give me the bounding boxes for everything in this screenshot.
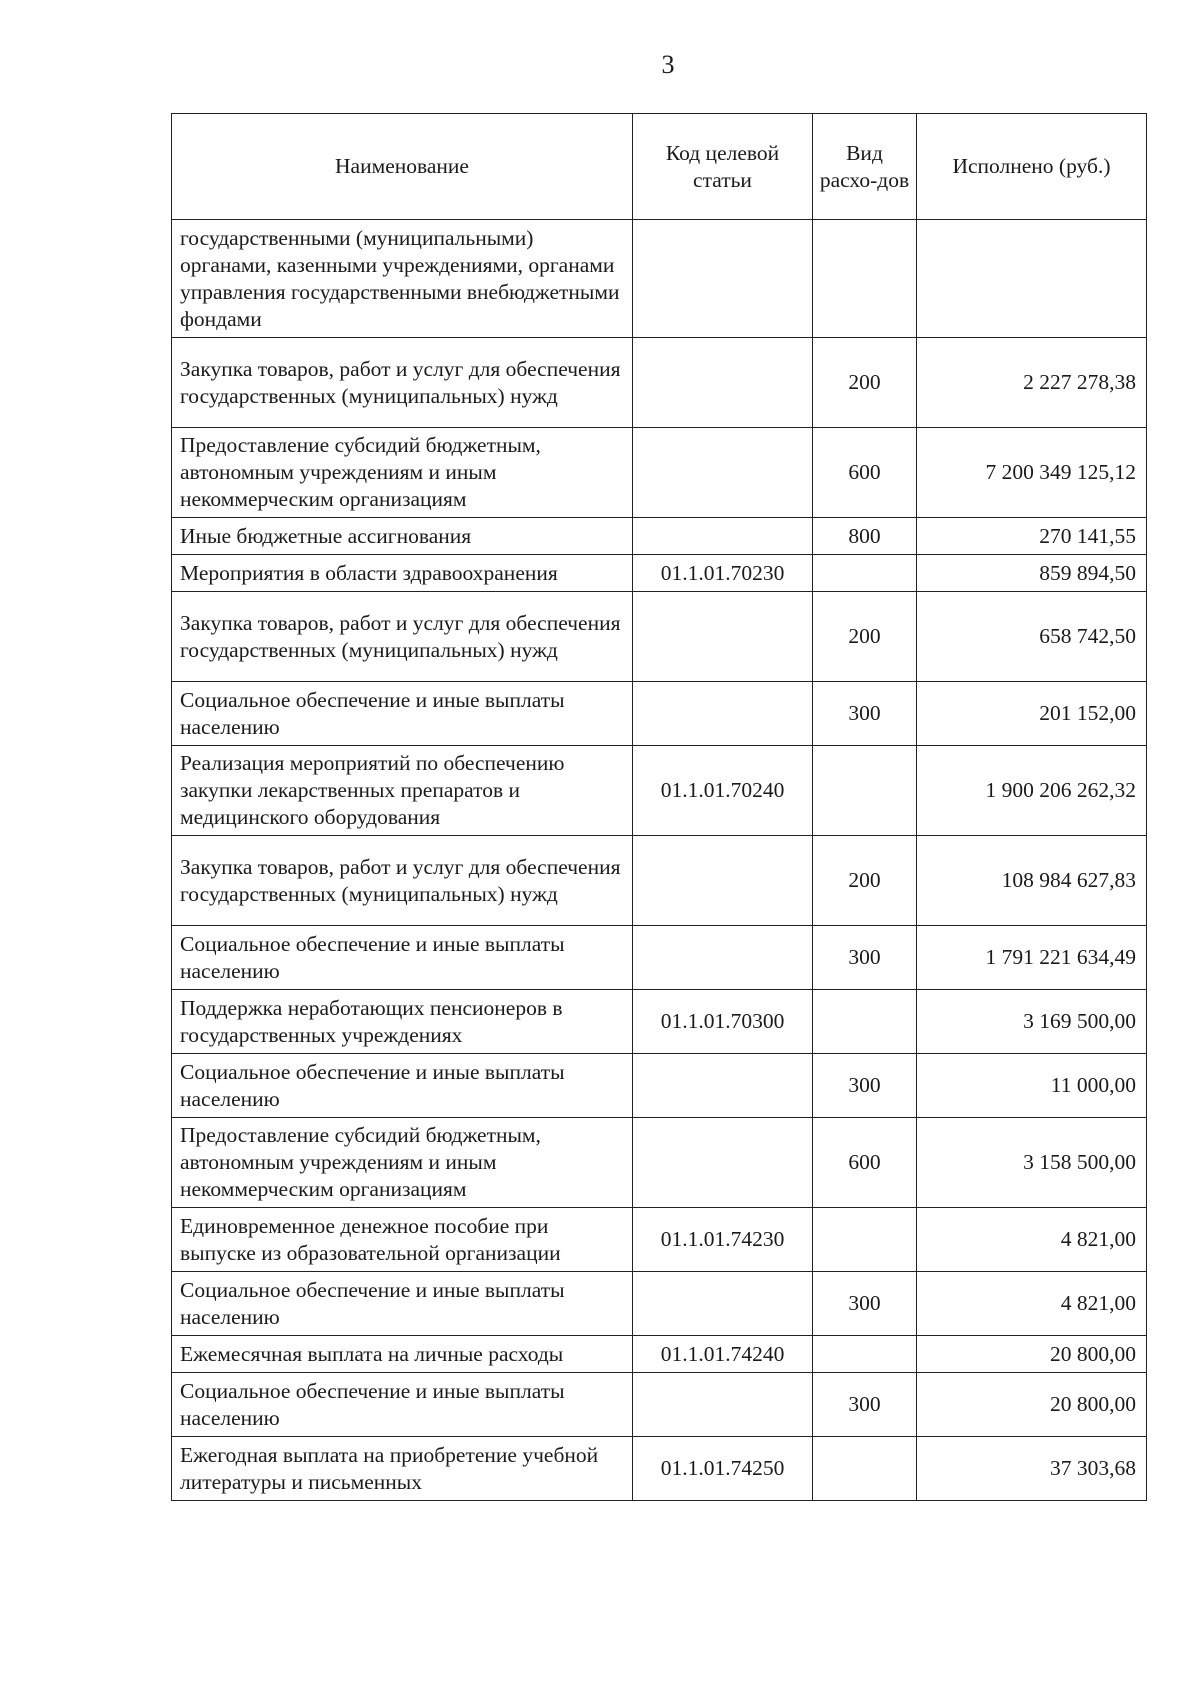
row-expense-kind-cell — [813, 1336, 917, 1373]
table-row — [172, 338, 1147, 428]
row-target-article-code-cell — [633, 220, 813, 338]
row-executed-amount-cell: 2 227 278,38 — [917, 338, 1147, 428]
row-expense-kind-cell: 300 — [813, 926, 917, 990]
table-row — [172, 1208, 1147, 1272]
header-expense-kind: Вид расхо-дов — [813, 114, 917, 220]
row-executed-amount-cell: 20 800,00 — [917, 1373, 1147, 1437]
table-row — [172, 428, 1147, 518]
row-name-cell: Социальное обеспечение и иные выплаты населению — [172, 926, 633, 990]
row-target-article-code-cell: 01.1.01.70300 — [633, 990, 813, 1054]
row-executed-amount-cell: 108 984 627,83 — [917, 836, 1147, 926]
row-executed-amount-cell: 859 894,50 — [917, 555, 1147, 592]
row-executed-amount-cell: 20 800,00 — [917, 1336, 1147, 1373]
row-executed-amount-cell: 11 000,00 — [917, 1054, 1147, 1118]
row-target-article-code-cell: 01.1.01.70240 — [633, 746, 813, 836]
row-expense-kind-cell: 600 — [813, 428, 917, 518]
table-row — [172, 1437, 1147, 1501]
row-executed-amount-cell: 37 303,68 — [917, 1437, 1147, 1501]
budget-execution-table — [171, 113, 1147, 1501]
row-name-cell: государственными (муниципальными) органами, казенными учреждениями, органами управления государственными внебюджетными фондами — [172, 220, 633, 338]
table-row — [172, 1336, 1147, 1373]
table-row — [172, 220, 1147, 338]
row-target-article-code-cell — [633, 338, 813, 428]
row-executed-amount-cell — [917, 220, 1147, 338]
row-target-article-code-cell — [633, 836, 813, 926]
row-expense-kind-cell — [813, 555, 917, 592]
row-expense-kind-cell: 300 — [813, 682, 917, 746]
table-row — [172, 1272, 1147, 1336]
header-name: Наименование — [172, 114, 633, 220]
row-name-cell: Социальное обеспечение и иные выплаты населению — [172, 1054, 633, 1118]
row-expense-kind-cell: 200 — [813, 592, 917, 682]
row-name-cell: Закупка товаров, работ и услуг для обеспечения государственных (муниципальных) нужд — [172, 592, 633, 682]
row-target-article-code-cell: 01.1.01.70230 — [633, 555, 813, 592]
row-target-article-code-cell: 01.1.01.74230 — [633, 1208, 813, 1272]
row-name-cell: Реализация мероприятий по обеспечению закупки лекарственных препаратов и медицинского оборудования — [172, 746, 633, 836]
row-executed-amount-cell: 270 141,55 — [917, 518, 1147, 555]
row-expense-kind-cell — [813, 990, 917, 1054]
row-expense-kind-cell: 800 — [813, 518, 917, 555]
header-row — [172, 114, 1147, 220]
table-body — [172, 220, 1147, 1501]
row-expense-kind-cell: 300 — [813, 1054, 917, 1118]
row-name-cell: Социальное обеспечение и иные выплаты населению — [172, 1373, 633, 1437]
row-executed-amount-cell: 4 821,00 — [917, 1208, 1147, 1272]
row-target-article-code-cell — [633, 1118, 813, 1208]
row-executed-amount-cell: 3 169 500,00 — [917, 990, 1147, 1054]
row-name-cell: Закупка товаров, работ и услуг для обеспечения государственных (муниципальных) нужд — [172, 338, 633, 428]
row-target-article-code-cell — [633, 1373, 813, 1437]
table-row — [172, 1373, 1147, 1437]
row-expense-kind-cell: 200 — [813, 338, 917, 428]
table-row — [172, 836, 1147, 926]
row-executed-amount-cell: 7 200 349 125,12 — [917, 428, 1147, 518]
row-name-cell: Предоставление субсидий бюджетным, автономным учреждениям и иным некоммерческим организациям — [172, 1118, 633, 1208]
row-target-article-code-cell — [633, 428, 813, 518]
row-executed-amount-cell: 3 158 500,00 — [917, 1118, 1147, 1208]
row-expense-kind-cell — [813, 1437, 917, 1501]
row-executed-amount-cell: 658 742,50 — [917, 592, 1147, 682]
row-target-article-code-cell — [633, 518, 813, 555]
row-executed-amount-cell: 4 821,00 — [917, 1272, 1147, 1336]
row-expense-kind-cell — [813, 1208, 917, 1272]
row-expense-kind-cell — [813, 220, 917, 338]
row-target-article-code-cell: 01.1.01.74240 — [633, 1336, 813, 1373]
row-target-article-code-cell — [633, 592, 813, 682]
row-name-cell: Закупка товаров, работ и услуг для обеспечения государственных (муниципальных) нужд — [172, 836, 633, 926]
row-name-cell: Поддержка неработающих пенсионеров в государственных учреждениях — [172, 990, 633, 1054]
table-row — [172, 555, 1147, 592]
row-target-article-code-cell: 01.1.01.74250 — [633, 1437, 813, 1501]
table-row — [172, 990, 1147, 1054]
page-number: 3 — [661, 50, 675, 79]
row-executed-amount-cell: 1 900 206 262,32 — [917, 746, 1147, 836]
table-row — [172, 926, 1147, 990]
row-target-article-code-cell — [633, 1272, 813, 1336]
row-name-cell: Единовременное денежное пособие при выпуске из образовательной организации — [172, 1208, 633, 1272]
table-row — [172, 518, 1147, 555]
row-executed-amount-cell: 201 152,00 — [917, 682, 1147, 746]
table-row — [172, 1054, 1147, 1118]
row-executed-amount-cell: 1 791 221 634,49 — [917, 926, 1147, 990]
table-row — [172, 1118, 1147, 1208]
row-name-cell: Социальное обеспечение и иные выплаты населению — [172, 682, 633, 746]
row-name-cell: Ежегодная выплата на приобретение учебной литературы и письменных — [172, 1437, 633, 1501]
row-name-cell: Ежемесячная выплата на личные расходы — [172, 1336, 633, 1373]
row-target-article-code-cell — [633, 926, 813, 990]
row-expense-kind-cell: 600 — [813, 1118, 917, 1208]
row-expense-kind-cell: 200 — [813, 836, 917, 926]
row-target-article-code-cell — [633, 1054, 813, 1118]
row-expense-kind-cell: 300 — [813, 1373, 917, 1437]
header-target-article-code: Код целевой статьи — [633, 114, 813, 220]
row-target-article-code-cell — [633, 682, 813, 746]
row-name-cell: Иные бюджетные ассигнования — [172, 518, 633, 555]
row-name-cell: Социальное обеспечение и иные выплаты населению — [172, 1272, 633, 1336]
table-row — [172, 746, 1147, 836]
table-row — [172, 592, 1147, 682]
row-expense-kind-cell: 300 — [813, 1272, 917, 1336]
header-executed-amount: Исполнено (руб.) — [917, 114, 1147, 220]
row-expense-kind-cell — [813, 746, 917, 836]
table-row — [172, 682, 1147, 746]
table-header — [172, 114, 1147, 220]
row-name-cell: Предоставление субсидий бюджетным, автономным учреждениям и иным некоммерческим организациям — [172, 428, 633, 518]
row-name-cell: Мероприятия в области здравоохранения — [172, 555, 633, 592]
